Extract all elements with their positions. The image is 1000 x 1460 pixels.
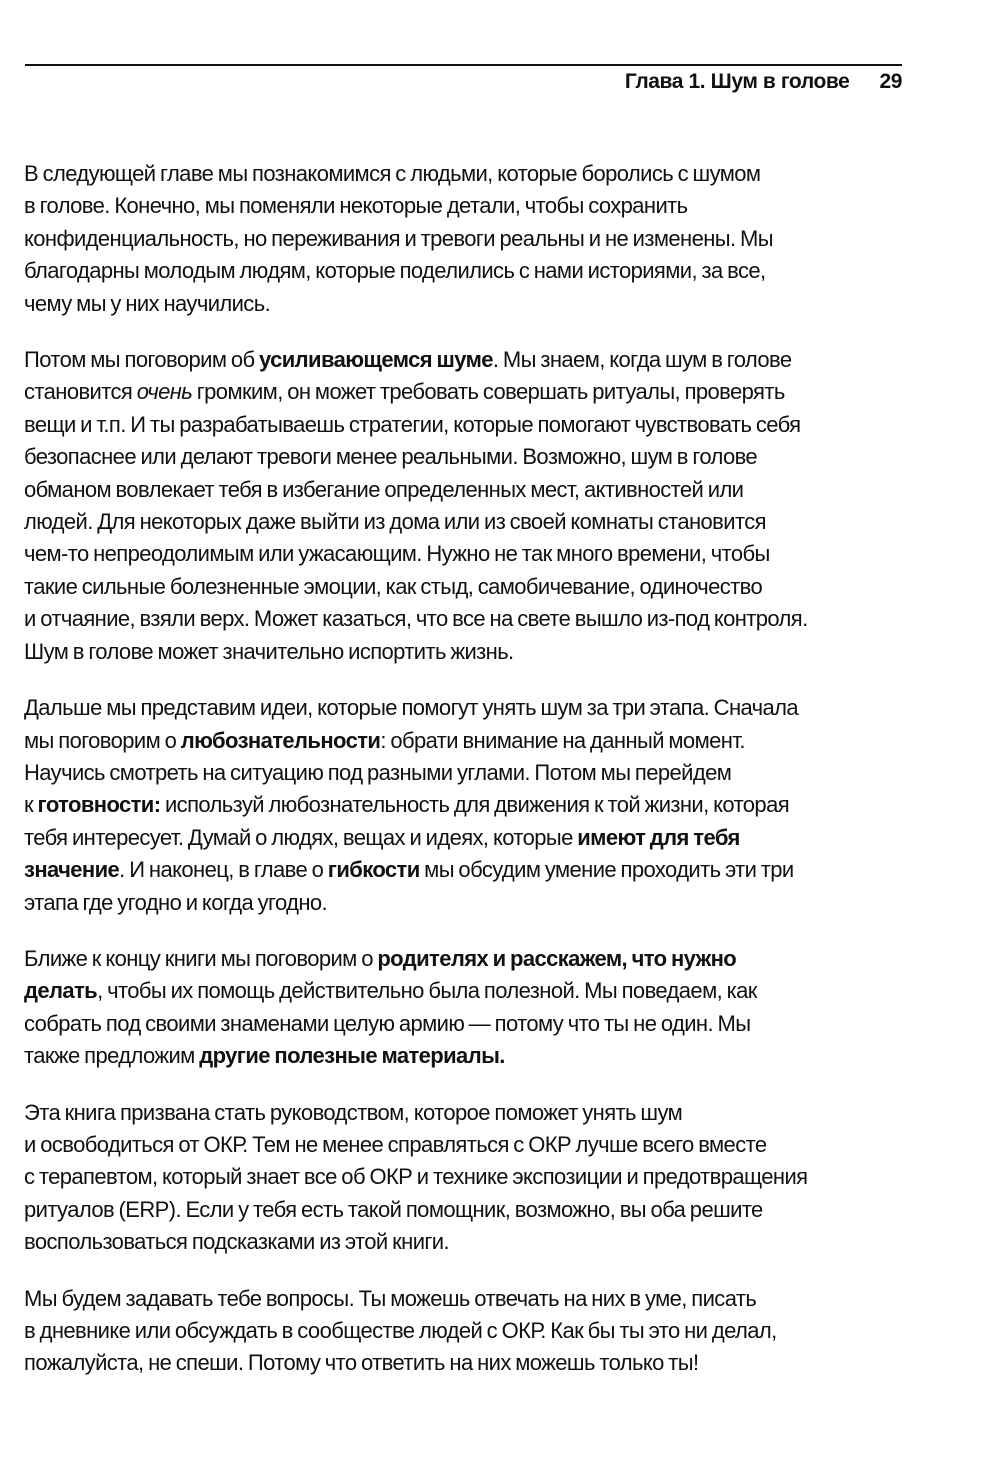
text-run: собрать под своими знаменами целую армию — потому что ты не один. Мы (24, 1010, 751, 1036)
text-run: ритуалов (ERP). Если у тебя есть такой помощник, возможно, вы оба решите (24, 1196, 763, 1222)
text-run: вещи и т.п. И ты разрабатываешь стратегии, которые помогают чувствовать себя (24, 411, 801, 437)
text-run: этапа где угодно и когда угодно. (24, 889, 328, 915)
text-line (24, 190, 924, 222)
bold-text: гибкости (327, 857, 420, 883)
text-line (24, 538, 924, 570)
text-line (24, 603, 924, 635)
text-line (24, 474, 924, 506)
text-line (24, 757, 924, 789)
text-line (24, 571, 924, 603)
text-run: воспользоваться подсказками из этой книги. (24, 1229, 450, 1255)
bold-text: любознательности (180, 727, 381, 753)
running-head (625, 70, 902, 94)
bold-text: родителях и расскажем, что нужно (377, 945, 737, 971)
bold-text: усиливающемся шуме (259, 347, 493, 373)
text-line (24, 1129, 924, 1161)
paragraph-three-stages (24, 692, 924, 919)
bold-text: значение (24, 857, 120, 883)
text-line (24, 1226, 924, 1258)
text-run: в дневнике или обсуждать в сообществе людей с ОКР. Как бы ты это ни делал, (24, 1318, 777, 1343)
text-line (24, 344, 924, 376)
text-line (24, 255, 924, 287)
paragraph-intro-stories (24, 158, 924, 320)
text-run: Потом мы поговорим об (24, 347, 260, 373)
text-line (24, 158, 924, 190)
paragraph-parents (24, 943, 924, 1073)
paragraph-growing-noise (24, 344, 924, 668)
page-number: 29 (879, 70, 902, 93)
text-run: также предложим (24, 1043, 200, 1069)
text-run: чему мы у них научились. (24, 290, 271, 316)
text-run: и отчаяние, взяли верх. Может казаться, что все на свете вышло из-под контроля. (24, 606, 808, 632)
text-line (24, 223, 924, 255)
text-run: Шум в голове может значительно испортить жизнь. (24, 638, 514, 664)
text-run: и освободиться от ОКР. Тем не менее справляться с ОКР лучше всего вместе (24, 1131, 767, 1157)
text-line (24, 789, 924, 821)
text-run: : обрати внимание на данный момент. (380, 727, 745, 753)
text-run: безопаснее или делают тревоги менее реальными. Возможно, шум в голове (24, 444, 758, 470)
text-run: Ближе к концу книги мы поговорим о (24, 945, 378, 971)
header-rule (25, 64, 902, 66)
text-line (24, 943, 924, 975)
bold-text: делать (24, 978, 98, 1004)
text-run: мы поговорим о (24, 727, 181, 753)
text-run: людей. Для некоторых даже выйти из дома или из своей комнаты становится (24, 509, 766, 535)
text-line (24, 854, 924, 886)
text-line (24, 288, 924, 320)
text-line (24, 1315, 924, 1347)
text-run: тебя интересует. Думай о людях, вещах и идеях, которые (24, 824, 578, 850)
body-text (24, 158, 924, 1404)
text-run: такие сильные болезненные эмоции, как стыд, самобичевание, одиночество (24, 573, 763, 599)
text-run: . Мы знаем, когда шум в голове (492, 347, 792, 373)
text-run: благодарны молодым людям, которые поделились с нами историями, за все, (24, 258, 766, 284)
text-run: обманом вовлекает тебя в избегание определенных мест, активностей или (24, 476, 744, 502)
text-run: конфиденциальность, но переживания и тревоги реальны и не изменены. Мы (24, 225, 773, 251)
paragraph-guide-therapist (24, 1097, 924, 1259)
text-line (24, 376, 924, 408)
text-line (24, 506, 924, 538)
text-line (24, 1283, 924, 1315)
text-run: используй любознательность для движения к той жизни, которая (160, 792, 790, 818)
text-run: мы обсудим умение проходить эти три (419, 857, 794, 883)
text-line (24, 441, 924, 473)
text-run: с терапевтом, который знает все об ОКР и технике экспозиции и предотвращения (24, 1164, 808, 1190)
text-line (24, 636, 924, 668)
text-run: к (24, 792, 38, 818)
text-line (24, 725, 924, 757)
text-line (24, 975, 924, 1007)
text-run: . И наконец, в главе о (119, 857, 328, 883)
text-run: чем-то непреодолимым или ужасающим. Нужно не так много времени, чтобы (24, 541, 770, 567)
text-line (24, 692, 924, 724)
paragraph-questions (24, 1283, 924, 1380)
text-line (24, 1161, 924, 1193)
text-line (24, 1194, 924, 1226)
text-line (24, 1347, 924, 1379)
text-run: Научись смотреть на ситуацию под разными углами. Потом мы перейдем (24, 759, 732, 785)
bold-text: имеют для тебя (577, 824, 740, 850)
text-run: В следующей главе мы познакомимся с людьми, которые боролись с шумом (24, 161, 761, 186)
text-run: Эта книга призвана стать руководством, которое поможет унять шум (24, 1099, 683, 1125)
text-run: Мы будем задавать тебе вопросы. Ты можешь отвечать на них в уме, писать (24, 1285, 757, 1311)
text-line (24, 887, 924, 919)
text-run: становится (24, 379, 137, 405)
text-line (24, 1097, 924, 1129)
chapter-title: Глава 1. Шум в голове (624, 70, 850, 93)
text-run: громким, он может требовать совершать ритуалы, проверять (192, 379, 785, 405)
text-run: в голове. Конечно, мы поменяли некоторые детали, чтобы сохранить (24, 193, 688, 219)
bold-text: другие полезные материалы. (199, 1043, 505, 1069)
text-line (24, 1008, 924, 1040)
text-run: Дальше мы представим идеи, которые помогут унять шум за три этапа. Сначала (24, 695, 799, 721)
text-line (24, 409, 924, 441)
bold-text: готовности: (37, 792, 161, 818)
text-line (24, 822, 924, 854)
italic-text: очень (136, 379, 193, 405)
text-run: , чтобы их помощь действительно была полезной. Мы поведаем, как (97, 978, 757, 1004)
text-run: пожалуйста, не спеши. Потому что ответить на них можешь только ты! (24, 1350, 699, 1376)
text-line (24, 1040, 924, 1072)
